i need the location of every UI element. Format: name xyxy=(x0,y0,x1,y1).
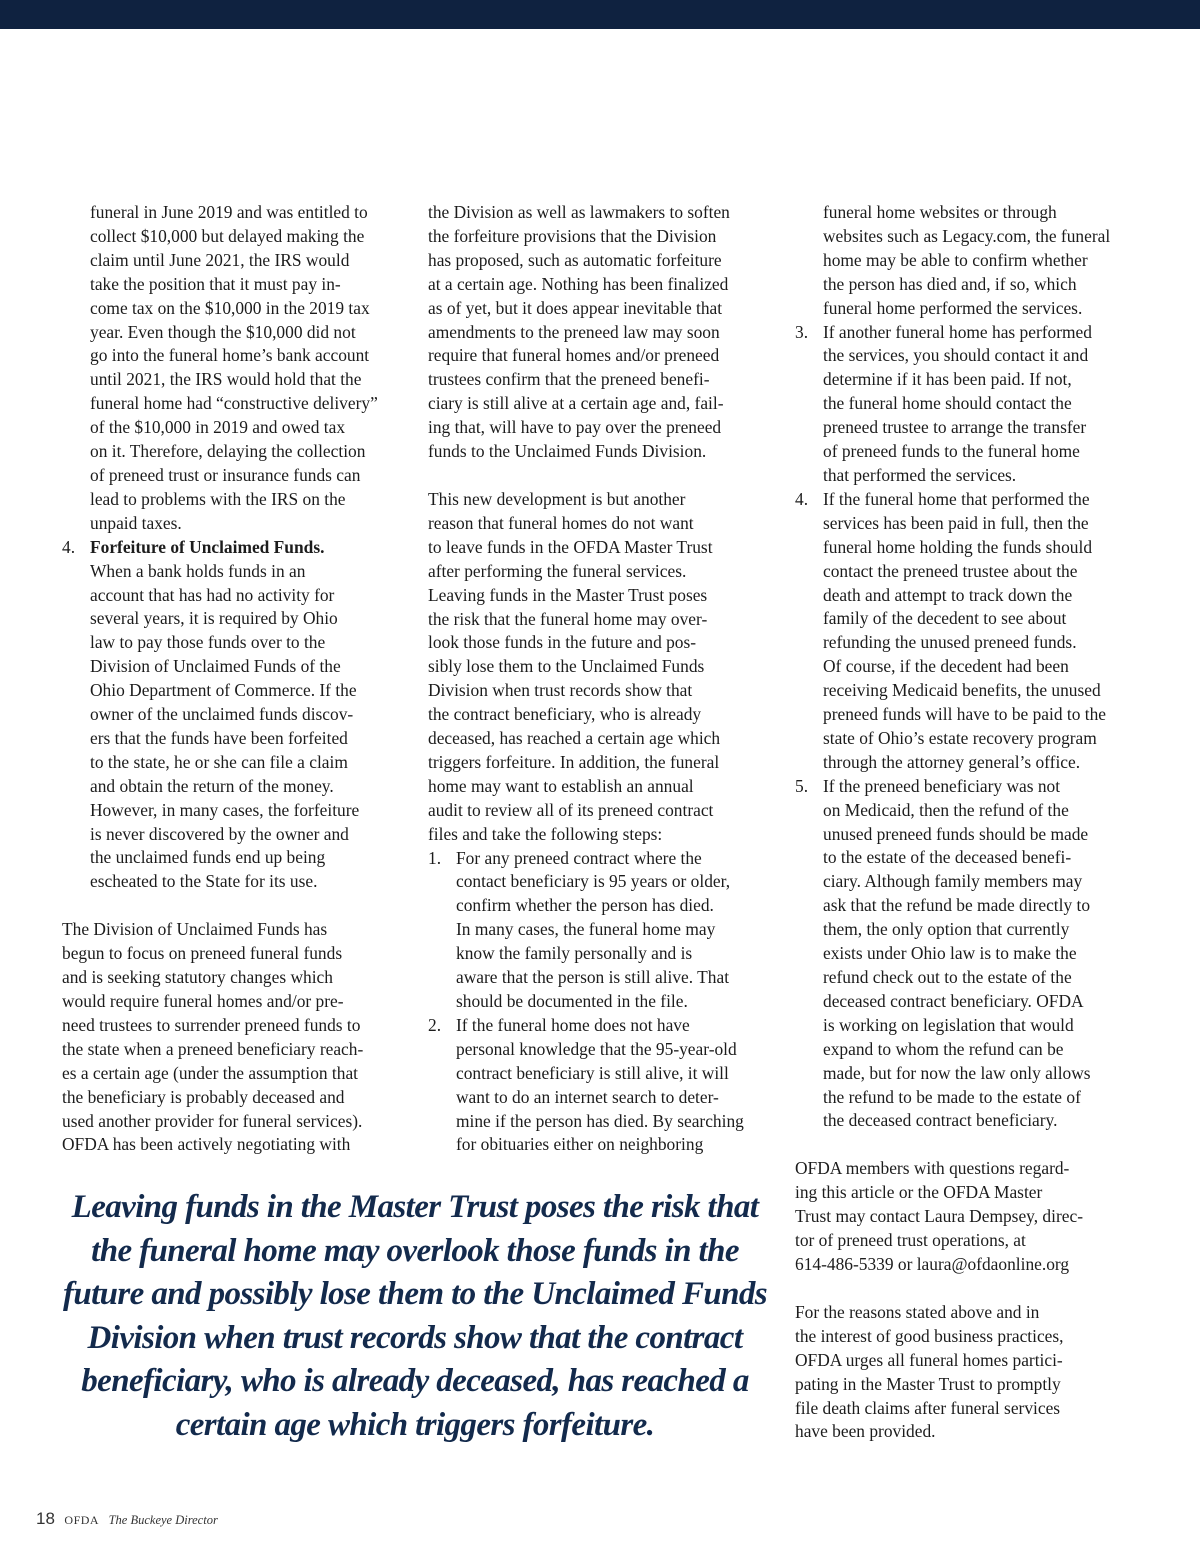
pull-quote-line: certain age which triggers forfeiture. xyxy=(175,1406,655,1443)
text-line: If another funeral home has performed xyxy=(823,321,1092,342)
text-line: state of Ohio’s estate recovery program xyxy=(823,727,1097,748)
text-line: look those funds in the future and pos- xyxy=(428,632,697,653)
text-line: OFDA urges all funeral homes partici- xyxy=(795,1349,1063,1370)
text-line: Division of Unclaimed Funds of the xyxy=(90,656,341,677)
text-line: es a certain age (under the assumption that xyxy=(62,1062,359,1083)
text-line: If the funeral home does not have xyxy=(456,1014,690,1035)
text-line: Division when trust records show that xyxy=(428,680,693,701)
text-line: refund check out to the estate of the xyxy=(823,967,1072,987)
text-line: aware that the person is still alive. That xyxy=(456,967,730,988)
pull-quote-line: Leaving funds in the Master Trust poses the risk that xyxy=(71,1189,759,1225)
text-line: OFDA members with questions regard- xyxy=(795,1158,1070,1179)
text-line: home may want to establish an annual xyxy=(428,775,694,796)
text-line: to the estate of the deceased benefi- xyxy=(823,847,1072,868)
pull-quote-line: beneficiary, who is already deceased, has reached a xyxy=(81,1363,749,1399)
list-number: 1. xyxy=(428,847,442,868)
text-line: family of the decedent to see about xyxy=(823,608,1067,629)
text-line: owner of the unclaimed funds discov- xyxy=(90,704,354,725)
pull-quote xyxy=(62,1186,768,1447)
text-line: Trust may contact Laura Dempsey, direc- xyxy=(795,1206,1083,1227)
list-item-step-1 xyxy=(428,847,774,1014)
text-line: reason that funeral homes do not want xyxy=(428,512,694,533)
text-line: them, the only option that currently xyxy=(823,919,1070,940)
text-line: triggers forfeiture. In addition, the funeral xyxy=(428,751,720,772)
text-line: unpaid taxes. xyxy=(90,512,182,533)
text-line: The Division of Unclaimed Funds has xyxy=(62,919,328,940)
text-line: funeral home had “constructive delivery” xyxy=(90,393,378,414)
text-line: tor of preneed trust operations, at xyxy=(795,1230,1026,1251)
text-line: For any preneed contract where the xyxy=(456,847,702,868)
text-line: the interest of good business practices, xyxy=(795,1325,1064,1346)
footer-magazine-title: The Buckeye Director xyxy=(108,1513,218,1527)
text-line: escheated to the State for its use. xyxy=(90,871,318,892)
list-number: 4. xyxy=(795,488,809,509)
text-line: When a bank holds funds in an xyxy=(90,560,306,581)
text-line: and obtain the return of the money. xyxy=(90,775,334,796)
text-line: Leaving funds in the Master Trust poses xyxy=(428,584,708,605)
steps-list-continued xyxy=(795,321,1140,1134)
text-line: of preneed trust or insurance funds can xyxy=(90,464,361,485)
list-number: 4. xyxy=(62,536,76,557)
lead-paragraph xyxy=(62,201,408,536)
text-line: would require funeral homes and/or pre- xyxy=(62,991,344,1011)
pull-quote-line: future and possibly lose them to the Unclaimed Funds xyxy=(62,1276,768,1312)
list-item-step-3 xyxy=(795,321,1140,488)
text-line: go into the funeral home’s bank account xyxy=(90,345,370,366)
text-line: claim until June 2021, the IRS would xyxy=(90,249,350,270)
paragraph-new-development xyxy=(428,488,774,847)
text-line: preneed funds will have to be paid to the xyxy=(823,704,1106,725)
text-line: Of course, if the decedent had been xyxy=(823,656,1069,677)
text-line: come tax on the $10,000 in the 2019 tax xyxy=(90,297,370,318)
text-line: home may be able to confirm whether xyxy=(823,249,1088,270)
text-line: audit to review all of its preneed contract xyxy=(428,799,714,820)
text-line: the unclaimed funds end up being xyxy=(90,847,326,868)
text-line: unused preneed funds should be made xyxy=(823,823,1089,844)
text-line: personal knowledge that the 95-year-old xyxy=(456,1038,737,1059)
text-line: deceased contract beneficiary. OFDA xyxy=(823,990,1084,1011)
text-line: death and attempt to track down the xyxy=(823,584,1073,605)
text-line: begun to focus on preneed funeral funds xyxy=(62,943,343,964)
contact-paragraph xyxy=(795,1157,1140,1277)
text-line: to the state, he or she can file a claim xyxy=(90,751,348,772)
text-line: deceased, has reached a certain age which xyxy=(428,728,721,749)
list-number: 2. xyxy=(428,1014,442,1035)
text-line: want to do an internet search to deter- xyxy=(456,1086,719,1107)
text-line: 614-486-5339 or laura@ofdaonline.org xyxy=(795,1253,1070,1274)
text-line: take the position that it must pay in- xyxy=(90,273,341,294)
text-line: at a certain age. Nothing has been finalized xyxy=(428,273,729,294)
pull-quote-line: Division when trust records show that the contract xyxy=(87,1319,743,1356)
list-item-forfeiture xyxy=(62,536,408,895)
text-line: files and take the following steps: xyxy=(428,823,663,844)
text-line: lead to problems with the IRS on the xyxy=(90,488,346,509)
text-line: amendments to the preneed law may soon xyxy=(428,321,720,342)
text-line: is never discovered by the owner and xyxy=(90,823,349,844)
text-line: contact beneficiary is 95 years or older, xyxy=(456,871,731,892)
text-line: funds to the Unclaimed Funds Division. xyxy=(428,441,707,462)
text-line: preneed trustee to arrange the transfer xyxy=(823,417,1087,438)
top-bar xyxy=(0,0,1200,29)
text-line: require that funeral homes and/or preneed xyxy=(428,345,720,366)
text-line: the risk that the funeral home may over- xyxy=(428,608,708,629)
list-number: 5. xyxy=(795,775,809,796)
list-item-step-2 xyxy=(428,1014,774,1157)
text-line: collect $10,000 but delayed making the xyxy=(90,225,365,246)
page-number: 18 xyxy=(36,1509,55,1528)
column-1 xyxy=(62,201,408,1157)
text-line: confirm whether the person has died. xyxy=(456,895,714,916)
text-line: made, but for now the law only allows xyxy=(823,1062,1091,1083)
text-line: If the funeral home that performed the xyxy=(823,488,1090,509)
text-line: trustees confirm that the preneed benefi- xyxy=(428,369,710,390)
list-number: 3. xyxy=(795,321,809,342)
text-line: on it. Therefore, delaying the collection xyxy=(90,441,366,462)
text-line: pating in the Master Trust to promptly xyxy=(795,1373,1061,1394)
text-line: However, in many cases, the forfeiture xyxy=(90,799,360,820)
text-line: exists under Ohio law is to make the xyxy=(823,943,1077,964)
text-line: the person has died and, if so, which xyxy=(823,273,1077,294)
text-line: refunding the unused preneed funds. xyxy=(823,632,1077,653)
text-line: ing that, will have to pay over the preneed xyxy=(428,417,722,438)
text-line: contact the preneed trustee about the xyxy=(823,560,1078,581)
text-line: has proposed, such as automatic forfeiture xyxy=(428,249,722,270)
text-line: ing this article or the OFDA Master xyxy=(795,1182,1043,1203)
text-line: several years, it is required by Ohio xyxy=(90,608,338,629)
page-footer xyxy=(36,1509,218,1529)
text-line: used another provider for funeral services). xyxy=(62,1110,363,1131)
footer-org: OFDA xyxy=(64,1513,100,1527)
text-line: year. Even though the $10,000 did not xyxy=(90,321,356,342)
text-line: the Division as well as lawmakers to soften xyxy=(428,202,730,222)
text-line: as of yet, but it does appear inevitable that xyxy=(428,297,723,318)
text-line: is working on legislation that would xyxy=(823,1014,1074,1035)
column-2 xyxy=(428,201,774,1157)
steps-list xyxy=(428,847,774,1158)
text-line: until 2021, the IRS would hold that the xyxy=(90,369,362,390)
numbered-list xyxy=(62,536,408,895)
text-line: of preneed funds to the funeral home xyxy=(823,441,1080,462)
text-line: For the reasons stated above and in xyxy=(795,1301,1040,1322)
pull-quote-line: the funeral home may overlook those funds in the xyxy=(91,1232,739,1269)
text-line: should be documented in the file. xyxy=(456,991,688,1011)
text-line: sibly lose them to the Unclaimed Funds xyxy=(428,656,705,677)
text-line: the deceased contract beneficiary. xyxy=(823,1110,1058,1131)
text-line: law to pay those funds over to the xyxy=(90,632,326,653)
step-2-continued xyxy=(795,201,1140,321)
text-line: determine if it has been paid. If not, xyxy=(823,369,1072,390)
text-line: ask that the refund be made directly to xyxy=(823,895,1091,916)
text-line: the refund to be made to the estate of xyxy=(823,1086,1081,1107)
text-line: have been provided. xyxy=(795,1421,936,1442)
text-line: the funeral home should contact the xyxy=(823,393,1072,414)
text-line: ciary is still alive at a certain age and, fail- xyxy=(428,393,724,414)
text-line: to leave funds in the OFDA Master Trust xyxy=(428,536,713,557)
text-line: need trustees to surrender preneed funds to xyxy=(62,1014,361,1035)
text-line: funeral in June 2019 and was entitled to xyxy=(90,202,368,222)
text-line: Ohio Department of Commerce. If the xyxy=(90,680,357,701)
text-line: services has been paid in full, then the xyxy=(823,512,1089,533)
text-line: the contract beneficiary, who is already xyxy=(428,704,702,725)
text-line: of the $10,000 in 2019 and owed tax xyxy=(90,417,346,438)
list-item-step-5 xyxy=(795,775,1140,1134)
text-line: the forfeiture provisions that the Division xyxy=(428,225,717,246)
text-line: funeral home websites or through xyxy=(823,202,1057,222)
text-line: funeral home holding the funds should xyxy=(823,536,1093,557)
paragraph-division xyxy=(62,918,408,1157)
text-line: that performed the services. xyxy=(823,464,1017,485)
text-line: the services, you should contact it and xyxy=(823,345,1089,366)
text-line: the beneficiary is probably deceased and xyxy=(62,1086,345,1107)
column-3 xyxy=(795,201,1140,1444)
text-line: know the family personally and is xyxy=(456,943,693,964)
text-line: ciary. Although family members may xyxy=(823,871,1083,892)
text-line: OFDA has been actively negotiating with xyxy=(62,1134,351,1155)
text-line: websites such as Legacy.com, the funeral xyxy=(823,225,1111,246)
text-line: In many cases, the funeral home may xyxy=(456,919,716,940)
text-line: for obituaries either on neighboring xyxy=(456,1134,704,1155)
text-line: and is seeking statutory changes which xyxy=(62,967,333,988)
list-item-heading: Forfeiture of Unclaimed Funds. xyxy=(90,536,325,557)
text-line: funeral home performed the services. xyxy=(823,297,1083,318)
closing-paragraph xyxy=(795,1301,1140,1444)
text-line: ers that the funds have been forfeited xyxy=(90,727,348,748)
text-line: the state when a preneed beneficiary reach- xyxy=(62,1038,364,1059)
text-line: file death claims after funeral services xyxy=(795,1397,1061,1418)
text-line: receiving Medicaid benefits, the unused xyxy=(823,680,1101,701)
text-line: mine if the person has died. By searching xyxy=(456,1110,744,1131)
text-line: If the preneed beneficiary was not xyxy=(823,775,1061,796)
text-line: This new development is but another xyxy=(428,488,686,509)
paragraph-lawmakers xyxy=(428,201,774,464)
text-line: after performing the funeral services. xyxy=(428,560,687,581)
text-line: account that has had no activity for xyxy=(90,584,335,605)
text-line: expand to whom the refund can be xyxy=(823,1038,1064,1059)
text-line: contract beneficiary is still alive, it will xyxy=(456,1062,729,1083)
list-item-step-4 xyxy=(795,488,1140,775)
text-line: on Medicaid, then the refund of the xyxy=(823,799,1069,820)
text-line: through the attorney general’s office. xyxy=(823,751,1081,772)
